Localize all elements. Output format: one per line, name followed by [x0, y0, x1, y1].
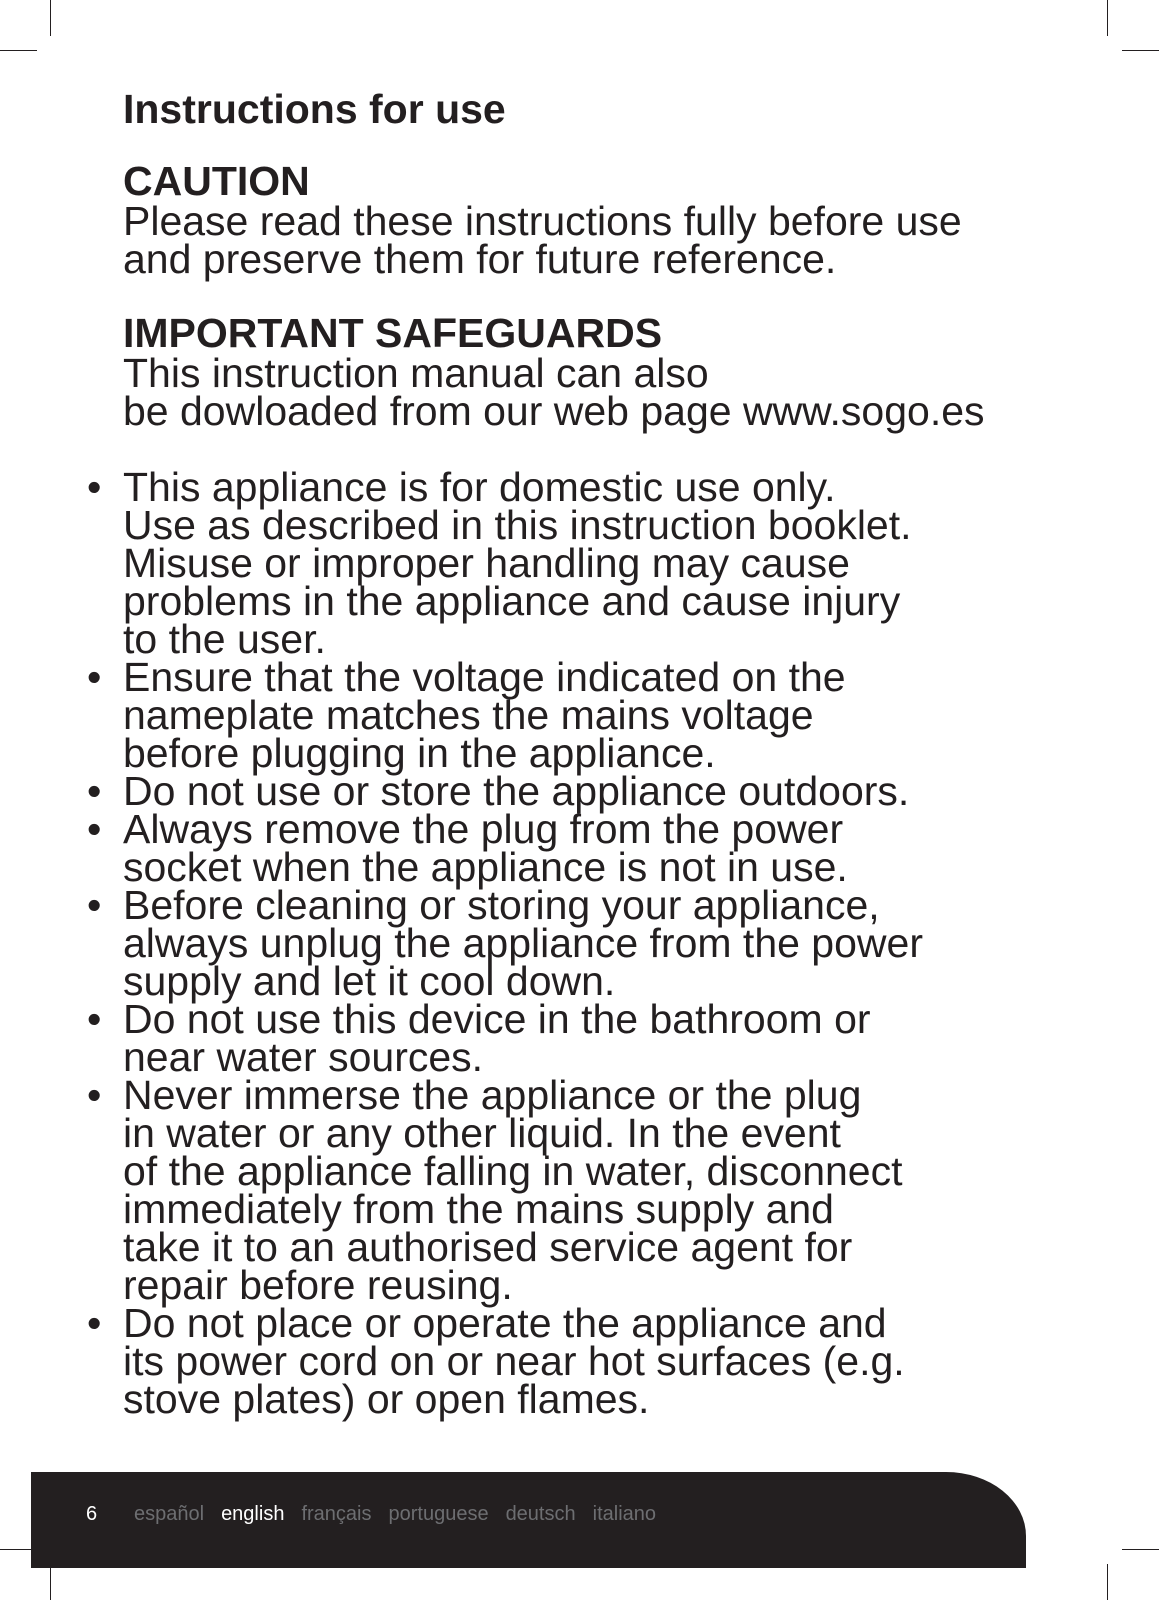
crop-mark-top-left-horizontal: [0, 50, 37, 51]
bullet-item: [87, 1072, 1123, 1308]
safeguards-line: be dowloaded from our web page www.sogo.es: [123, 388, 985, 434]
crop-mark-bottom-right-horizontal: [1122, 1549, 1159, 1550]
safeguards-section: [123, 310, 1123, 434]
bullet-line: take it to an authorised service agent for: [123, 1224, 853, 1270]
bullet-glyph: •: [87, 654, 102, 700]
bullet-line: supply and let it cool down.: [123, 958, 616, 1004]
language-link[interactable]: english: [221, 1503, 285, 1525]
bullet-line: Always remove the plug from the power: [123, 806, 844, 852]
bullet-line: its power cord on or near hot surfaces (e.g.: [123, 1338, 905, 1384]
footer-bar: [31, 1472, 1026, 1568]
crop-mark-top-right-horizontal: [1122, 50, 1159, 51]
language-link[interactable]: español: [134, 1503, 205, 1525]
crop-mark-bottom-right-vertical: [1107, 1564, 1108, 1600]
language-link[interactable]: italiano: [592, 1503, 657, 1525]
bullet-line: before plugging in the appliance.: [123, 730, 716, 776]
bullet-line: Ensure that the voltage indicated on the: [123, 654, 846, 700]
page-number: 6: [86, 1503, 98, 1525]
bullet-glyph: •: [87, 806, 102, 852]
bullet-line: in water or any other liquid. In the event: [123, 1110, 841, 1156]
bullet-line: stove plates) or open flames.: [123, 1376, 650, 1422]
bullet-line: Misuse or improper handling may cause: [123, 540, 850, 586]
bullet-item: [87, 654, 1123, 776]
bullet-line: repair before reusing.: [123, 1262, 513, 1308]
bullet-glyph: •: [87, 1072, 102, 1118]
bullet-line: near water sources.: [123, 1034, 484, 1080]
caution-section: [123, 158, 1123, 282]
bullet-line: Do not use this device in the bathroom or: [123, 996, 871, 1042]
bullet-line: of the appliance falling in water, disconnect: [123, 1148, 903, 1194]
bullet-line: Do not use or store the appliance outdoors.: [123, 768, 910, 814]
bullet-line: Use as described in this instruction booklet.: [123, 502, 912, 548]
bullet-glyph: •: [87, 464, 102, 510]
bullet-line: nameplate matches the mains voltage: [123, 692, 814, 738]
bullet-line: to the user.: [123, 616, 326, 662]
language-link[interactable]: français: [301, 1503, 372, 1525]
crop-mark-bottom-left-vertical: [50, 1564, 51, 1600]
bullet-line: Before cleaning or storing your appliance,: [123, 882, 880, 928]
bullet-item: [87, 996, 1123, 1080]
language-navigation: [134, 1502, 656, 1526]
page-title: Instructions for use: [123, 86, 506, 132]
safeguards-title: IMPORTANT SAFEGUARDS: [123, 310, 663, 356]
bullet-line: socket when the appliance is not in use.: [123, 844, 848, 890]
crop-mark-top-right-vertical: [1107, 0, 1108, 36]
bullet-line: always unplug the appliance from the power: [123, 920, 923, 966]
bullet-line: Do not place or operate the appliance and: [123, 1300, 887, 1346]
bullet-glyph: •: [87, 1300, 102, 1346]
caution-title: CAUTION: [123, 158, 310, 204]
crop-mark-top-left-vertical: [50, 0, 51, 36]
bullet-line: This appliance is for domestic use only.: [123, 464, 836, 510]
bullet-item: [87, 768, 1123, 814]
bullet-item: [87, 1300, 1123, 1422]
bullet-line: problems in the appliance and cause injury: [123, 578, 901, 624]
language-link[interactable]: deutsch: [505, 1503, 576, 1525]
bullet-item: [87, 882, 1123, 1004]
bullet-line: immediately from the mains supply and: [123, 1186, 834, 1232]
bullet-line: Never immerse the appliance or the plug: [123, 1072, 862, 1118]
bullet-glyph: •: [87, 768, 102, 814]
bullet-glyph: •: [87, 882, 102, 928]
safeguards-line: This instruction manual can also: [123, 350, 709, 396]
bullet-glyph: •: [87, 996, 102, 1042]
caution-line: Please read these instructions fully before use: [123, 198, 962, 244]
caution-line: and preserve them for future reference.: [123, 236, 837, 282]
safeguards-bullet-list: [87, 464, 1123, 1422]
bullet-item: [87, 464, 1123, 662]
bullet-item: [87, 806, 1123, 890]
language-link[interactable]: portuguese: [388, 1503, 489, 1525]
manual-page-content: [87, 84, 1123, 1422]
